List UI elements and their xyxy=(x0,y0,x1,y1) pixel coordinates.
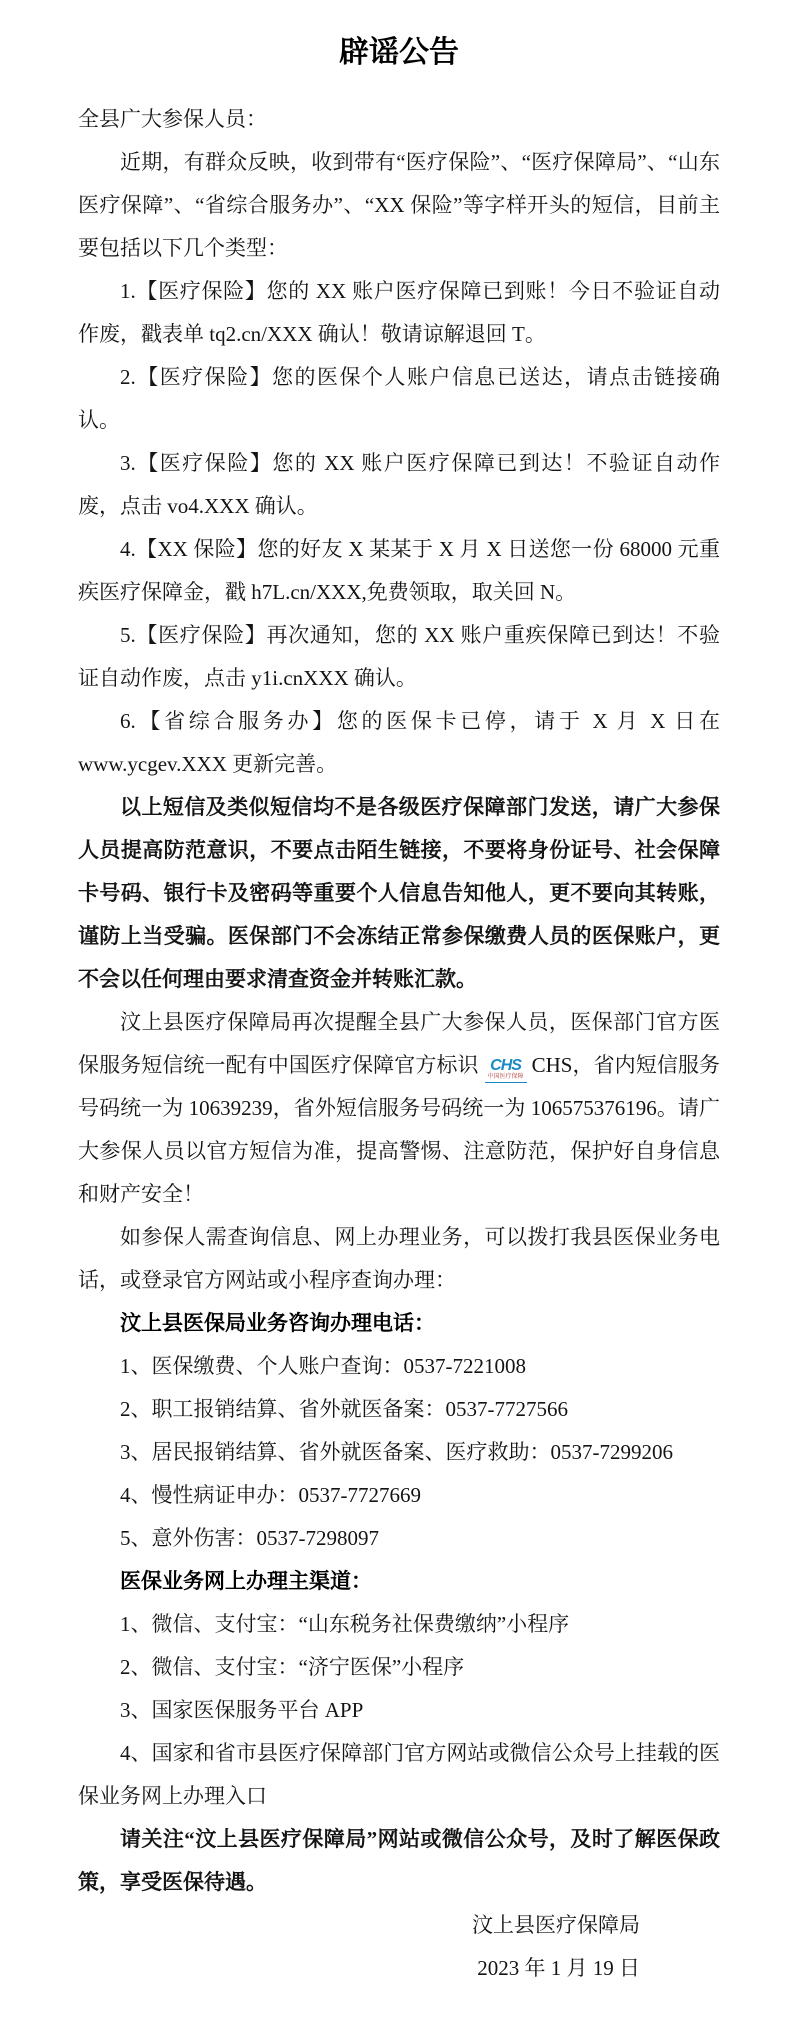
chs-logo-mark: CHS xyxy=(490,1057,521,1074)
sms-example-4: 4.【XX 保险】您的好友 X 某某于 X 月 X 日送您一份 68000 元重疾医疗保障金，戳 h7L.cn/XXX,免费领取，取关回 N。 xyxy=(78,537,720,604)
intro-paragraph: 近期，有群众反映，收到带有“医疗保险”、“医疗保障局”、“山东医疗保障”、“省综合服务办”、“XX 保险”等字样开头的短信，目前主要包括以下几个类型： xyxy=(78,150,720,260)
warning-paragraph: 以上短信及类似短信均不是各级医疗保障部门发送，请广大参保人员提高防范意识，不要点击陌生链接，不要将身份证号、社会保障卡号码、银行卡及密码等重要个人信息告知他人，更不要向其转账，谨防上当受骗。医保部门不会冻结正常参保缴费人员的医保账户，更不会以任何理由要求清查资金并转账汇款。 xyxy=(78,795,720,991)
query-info-paragraph: 如参保人需查询信息、网上办理业务，可以拨打我县医保业务电话，或登录官方网站或小程序查询办理： xyxy=(78,1225,720,1292)
chs-logo xyxy=(485,1058,527,1083)
phone-list-item-3: 3、居民报销结算、省外就医备案、医疗救助：0537-7299206 xyxy=(120,1440,673,1464)
signature-date: 2023 年 1 月 19 日 xyxy=(477,1956,640,1980)
sms-example-1: 1.【医疗保险】您的 XX 账户医疗保障已到账！今日不验证自动作废，戳表单 tq2.cn/XXX 确认！敬请谅解退回 T。 xyxy=(78,279,720,346)
phone-list-item-2: 2、职工报销结算、省外就医备案：0537-7727566 xyxy=(120,1397,568,1421)
phone-list-item-1: 1、医保缴费、个人账户查询：0537-7221008 xyxy=(120,1354,526,1378)
online-list-item-2: 2、微信、支付宝：“济宁医保”小程序 xyxy=(120,1655,465,1679)
signature-org: 汶上县医疗保障局 xyxy=(472,1913,640,1937)
sms-example-3: 3.【医疗保险】您的 XX 账户医疗保障已到达！不验证自动作废，点击 vo4.XXX 确认。 xyxy=(78,451,720,518)
closing-paragraph: 请关注“汶上县医疗保障局”网站或微信公众号，及时了解医保政策，享受医保待遇。 xyxy=(78,1827,720,1894)
phone-list-item-4: 4、慢性病证申办：0537-7727669 xyxy=(120,1483,421,1507)
salutation: 全县广大参保人员： xyxy=(78,107,267,131)
reminder-text-after-logo: CHS，省内短信服务号码统一为 10639239，省外短信服务号码统一为 106575376196。请广大参保人员以官方短信为准，提高警惕、注意防范，保护好自身信息和财产安全！ xyxy=(78,1053,720,1206)
reminder-paragraph xyxy=(78,1001,720,1216)
sms-example-6: 6.【省综合服务办】您的医保卡已停，请于 X 月 X 日在 www.ycgev.XXX 更新完善。 xyxy=(78,709,720,776)
online-section-heading: 医保业务网上办理主渠道： xyxy=(120,1570,372,1593)
document-title: 辟谣公告 xyxy=(339,36,459,69)
online-list-item-1: 1、微信、支付宝：“山东税务社保费缴纳”小程序 xyxy=(120,1612,570,1636)
signature-block xyxy=(78,1904,720,1990)
reminder-text-before-logo: 汶上县医疗保障局再次提醒全县广大参保人员，医保部门官方医保服务短信统一配有中国医疗保障官方标识 xyxy=(78,1010,720,1077)
online-list-item-3: 3、国家医保服务平台 APP xyxy=(120,1698,364,1722)
sms-example-5: 5.【医疗保险】再次通知，您的 XX 账户重疾保障已到达！不验证自动作废，点击 y1i.cnXXX 确认。 xyxy=(78,623,720,690)
sms-example-2: 2.【医疗保险】您的医保个人账户信息已送达，请点击链接确认。 xyxy=(78,365,720,432)
chs-logo-subtext: 中国医疗保障 xyxy=(485,1074,527,1083)
phone-list-item-5: 5、意外伤害：0537-7298097 xyxy=(120,1526,379,1550)
online-list-item-4: 4、国家和省市县医疗保障部门官方网站或微信公众号上挂载的医保业务网上办理入口 xyxy=(78,1741,720,1808)
phone-section-heading: 汶上县医保局业务咨询办理电话： xyxy=(120,1312,435,1335)
